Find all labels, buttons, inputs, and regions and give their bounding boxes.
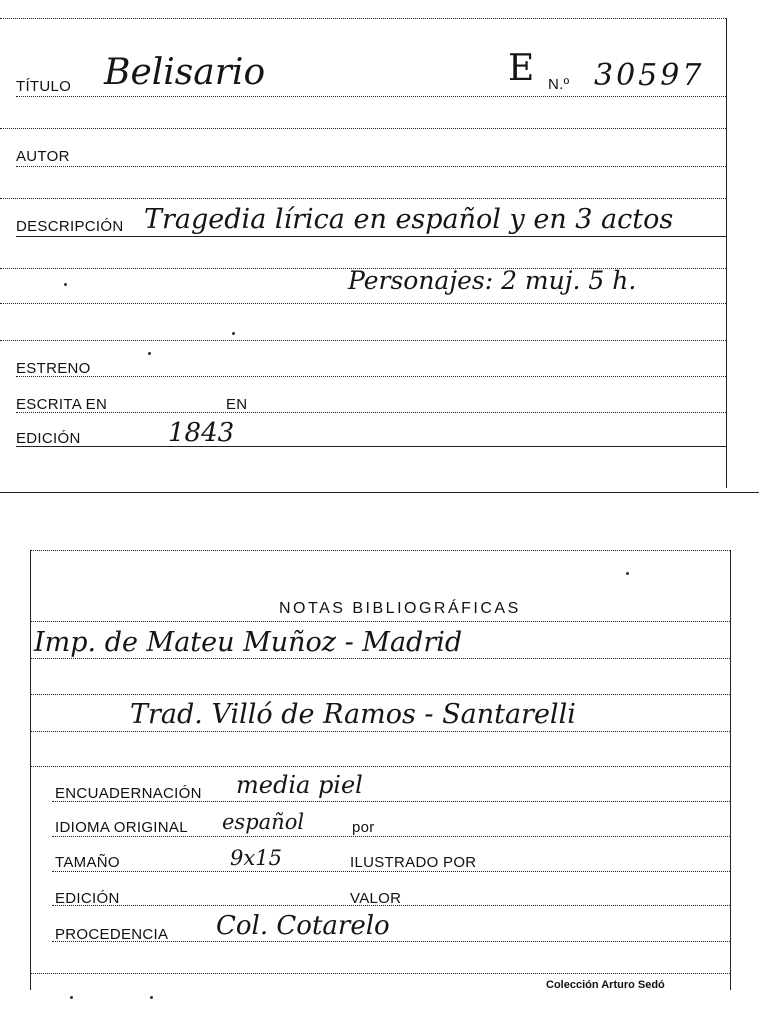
edition-value: 1843 bbox=[168, 418, 235, 448]
value-label: VALOR bbox=[350, 890, 402, 907]
binding-line bbox=[52, 801, 730, 802]
language-line bbox=[52, 836, 730, 837]
illustrated-label: ILUSTRADO POR bbox=[350, 854, 477, 871]
description-line bbox=[16, 236, 726, 237]
note-line-2: Trad. Villó de Ramos - Santarelli bbox=[130, 699, 576, 730]
written-en-label: EN bbox=[226, 396, 248, 413]
note-line-1: Imp. de Mateu Muñoz - Madrid bbox=[34, 627, 463, 658]
binding-value: media piel bbox=[236, 771, 363, 799]
edition-label: EDICIÓN bbox=[55, 890, 120, 907]
top-catalog-card bbox=[0, 0, 759, 495]
characters-line bbox=[0, 303, 726, 304]
edition-line bbox=[16, 446, 726, 447]
collection-credit: Colección Arturo Sedó bbox=[546, 979, 665, 991]
size-value: 9x15 bbox=[230, 846, 282, 870]
written-line bbox=[16, 412, 726, 413]
card-bottom-edge bbox=[0, 492, 759, 493]
premiere-line bbox=[16, 376, 726, 377]
title-line bbox=[16, 96, 726, 97]
bottom-catalog-card bbox=[0, 495, 759, 1028]
card-right-edge bbox=[726, 18, 727, 488]
premiere-label: ESTRENO bbox=[16, 360, 91, 377]
scan-speck bbox=[626, 572, 629, 575]
edition-label: EDICIÓN bbox=[16, 430, 81, 447]
original-language-value: español bbox=[222, 810, 305, 834]
size-label: TAMAÑO bbox=[55, 854, 120, 871]
scan-speck bbox=[150, 996, 153, 999]
scan-speck bbox=[148, 352, 151, 355]
note-rule bbox=[30, 766, 730, 767]
original-language-label: IDIOMA ORIGINAL bbox=[55, 819, 188, 836]
note-rule bbox=[30, 731, 730, 732]
scan-speck bbox=[232, 332, 235, 335]
blank-line bbox=[0, 128, 726, 129]
characters-value: Personajes: 2 muj. 5 h. bbox=[348, 266, 637, 295]
scan-speck bbox=[70, 996, 73, 999]
description-value: Tragedia lírica en español y en 3 actos bbox=[144, 204, 674, 235]
provenance-label: PROCEDENCIA bbox=[55, 926, 169, 943]
heading-line bbox=[30, 621, 730, 622]
by-label: por bbox=[352, 819, 375, 836]
card-top-edge bbox=[30, 550, 730, 551]
provenance-line bbox=[52, 941, 730, 942]
author-line bbox=[16, 166, 726, 167]
catalog-number: 30597 bbox=[594, 58, 705, 93]
description-label: DESCRIPCIÓN bbox=[16, 218, 124, 235]
blank-line bbox=[0, 340, 726, 341]
card-top-edge bbox=[0, 18, 726, 19]
notes-heading: NOTAS BIBLIOGRÁFICAS bbox=[279, 600, 521, 617]
title-value: Belisario bbox=[104, 52, 266, 93]
scan-speck bbox=[64, 283, 67, 286]
card-bottom-edge bbox=[30, 973, 730, 974]
size-line bbox=[52, 871, 730, 872]
title-label: TÍTULO bbox=[16, 78, 72, 95]
edition-line bbox=[52, 905, 730, 906]
note-rule bbox=[30, 694, 730, 695]
written-in-label: ESCRITA EN bbox=[16, 396, 108, 413]
blank-line bbox=[0, 198, 726, 199]
provenance-value: Col. Cotarelo bbox=[216, 911, 390, 941]
binding-label: ENCUADERNACIÓN bbox=[55, 785, 202, 802]
card-right-edge bbox=[730, 550, 731, 990]
number-label: N.º bbox=[548, 76, 570, 93]
series-letter: E bbox=[508, 48, 535, 89]
card-left-edge bbox=[30, 550, 31, 990]
author-label: AUTOR bbox=[16, 148, 70, 165]
note-rule bbox=[30, 658, 730, 659]
